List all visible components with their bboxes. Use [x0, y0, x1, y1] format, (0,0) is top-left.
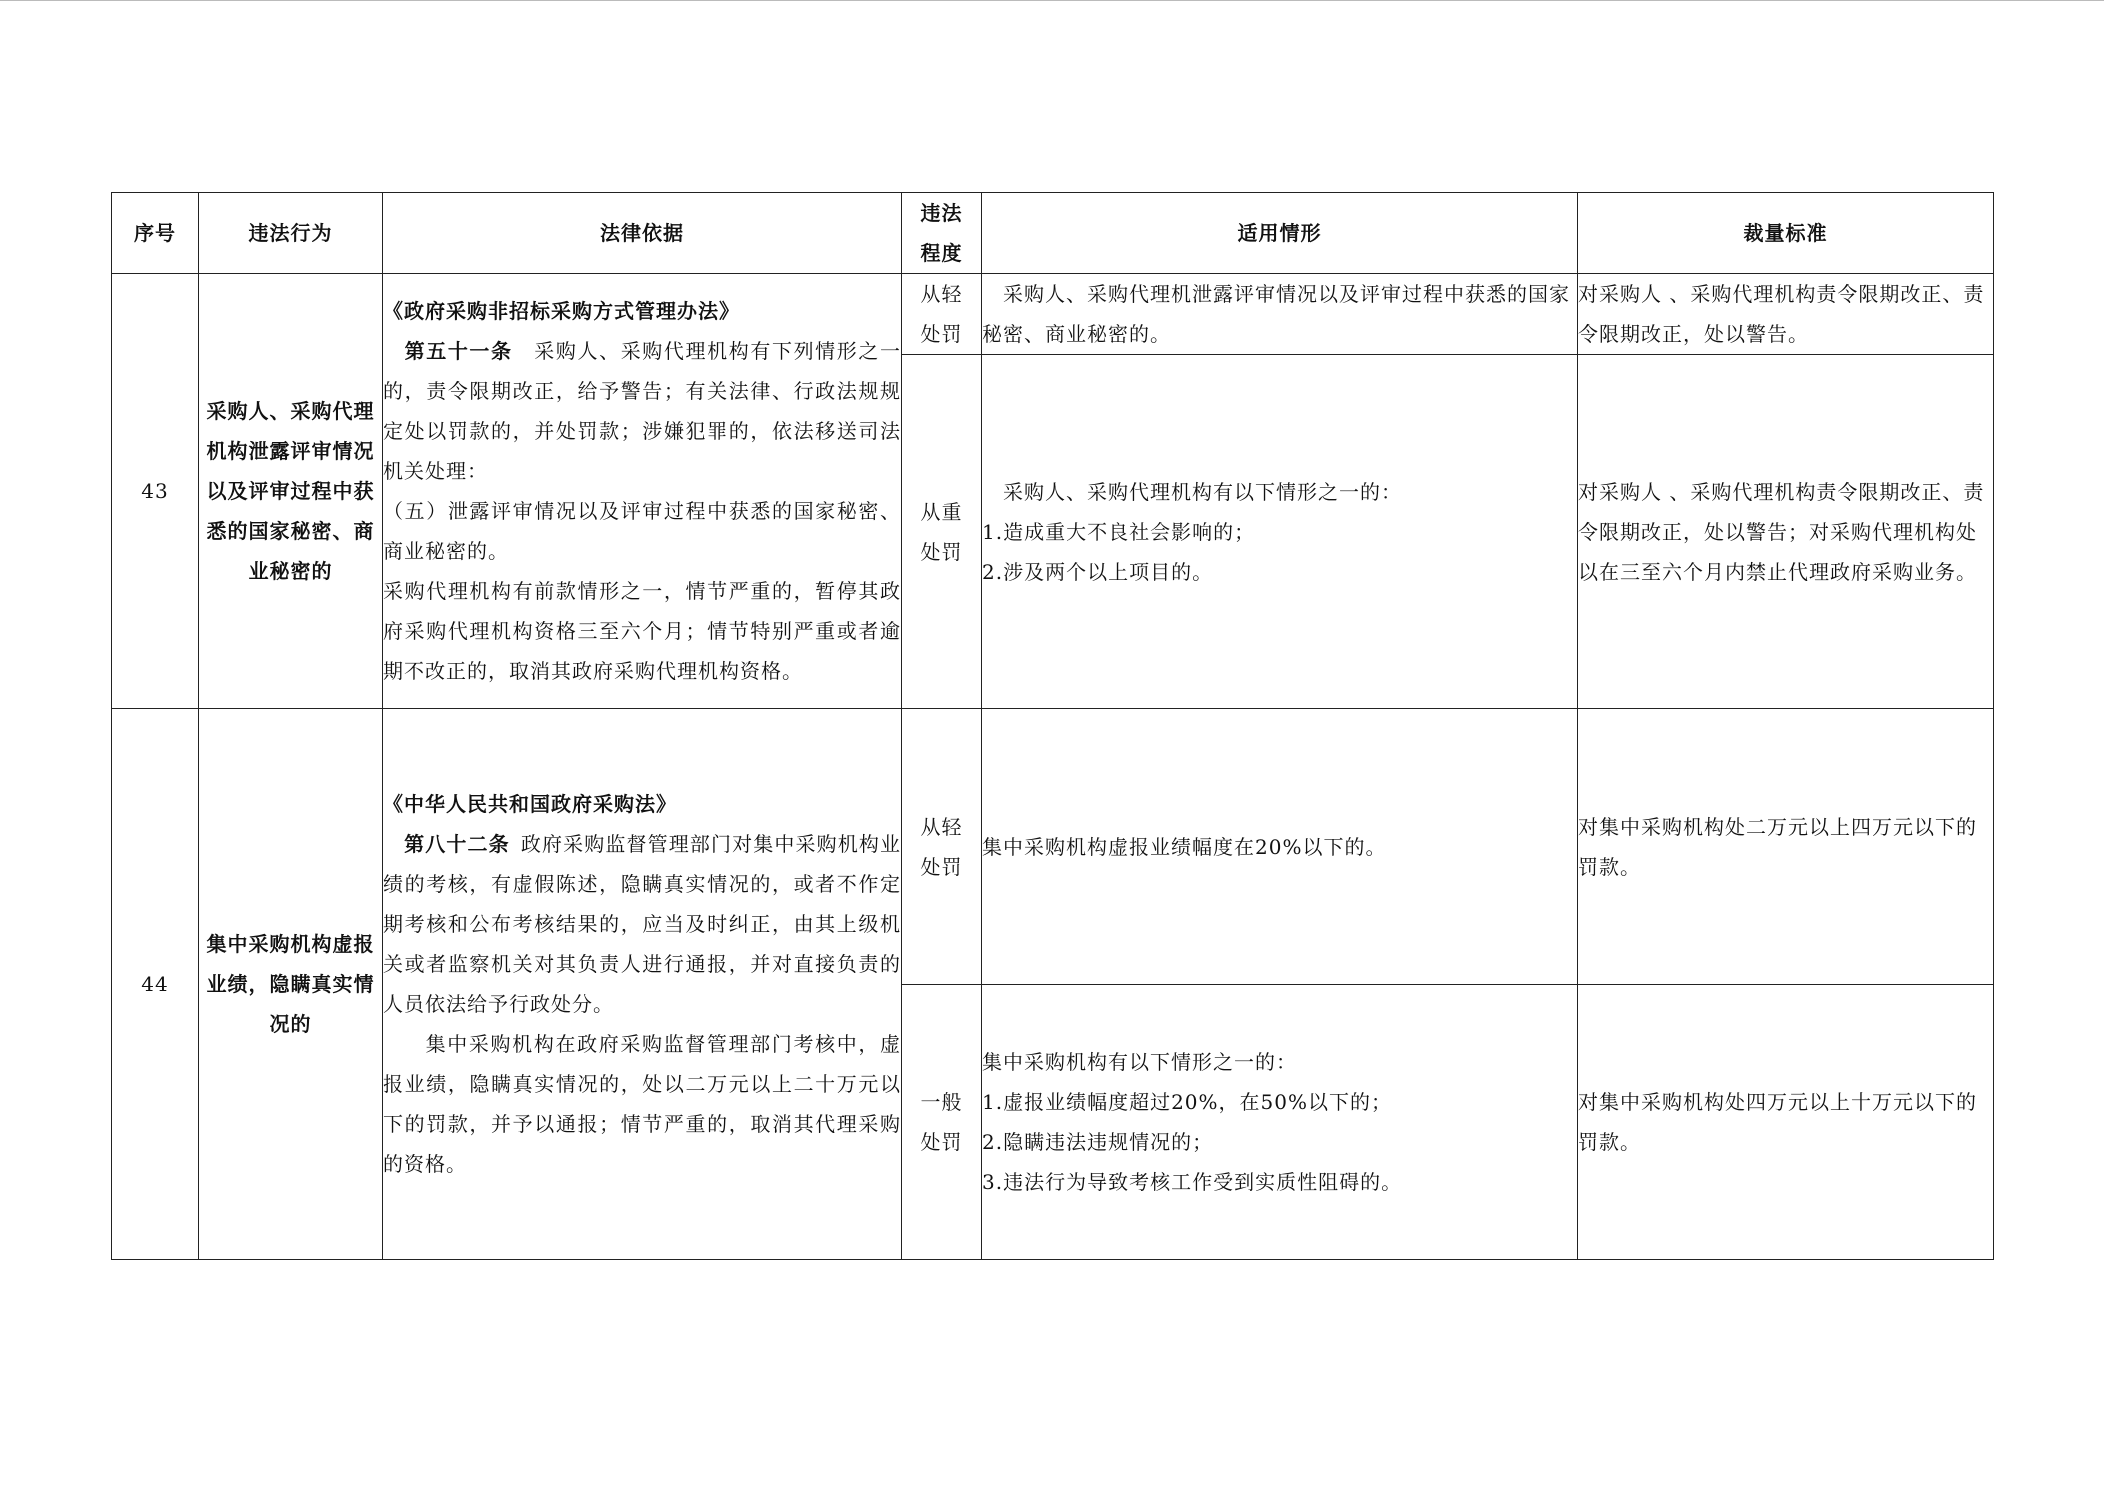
law-article-text: 采购人、采购代理机构有下列情形之一的，责令限期改正，给予警告；有关法律、行政法规规定处以罚款的，并处罚款；涉嫌犯罪的，依法移送司法机关处理：	[383, 339, 902, 483]
row-law	[383, 274, 902, 709]
row-situation	[982, 709, 1578, 985]
row-degree	[902, 355, 982, 709]
situation-line: 集中采购机构有以下情形之一的：	[982, 1050, 1297, 1074]
law-title: 《政府采购非招标采购方式管理办法》	[383, 299, 740, 323]
degree-line1: 一般	[920, 1090, 963, 1114]
law-title: 《中华人民共和国政府采购法》	[383, 792, 677, 816]
law-item: （五）泄露评审情况以及评审过程中获悉的国家秘密、商业秘密的。	[383, 499, 901, 563]
header-standard: 裁量标准	[1578, 193, 1994, 274]
table-row-43-light	[112, 274, 1994, 355]
row-standard: 对采购人 、采购代理机构责令限期改正、责令限期改正，处以警告。	[1578, 274, 1994, 355]
row-degree	[902, 709, 982, 985]
law-article-label: 第五十一条	[404, 339, 513, 363]
situation-line: 1.虚报业绩幅度超过20%，在50%以下的；	[982, 1090, 1392, 1114]
situation-line: 采购人、采购代理机泄露评审情况以及评审过程中获悉的国家秘密、商业秘密的。	[982, 282, 1570, 346]
degree-line1: 从重	[920, 499, 963, 524]
header-degree	[902, 193, 982, 274]
law-article	[383, 824, 901, 1024]
row-standard: 对集中采购机构处二万元以上四万元以下的罚款。	[1578, 709, 1994, 985]
law-extra: 采购代理机构有前款情形之一，情节严重的，暂停其政府采购代理机构资格三至六个月；情节特别严重或者逾期不改正的，取消其政府采购代理机构资格。	[383, 579, 901, 683]
header-degree-line2: 程度	[920, 241, 963, 265]
row-act: 采购人、采购代理机构泄露评审情况以及评审过程中获悉的国家秘密、商业秘密的	[199, 274, 383, 709]
header-seq: 序号	[112, 193, 199, 274]
row-situation	[982, 355, 1578, 709]
row-act: 集中采购机构虚报业绩，隐瞒真实情况的	[199, 709, 383, 1260]
situation-line: 采购人、采购代理机构有以下情形之一的：	[1003, 479, 1402, 504]
page-top-border	[0, 0, 2104, 1]
law-article	[383, 331, 901, 491]
situation-line: 3.违法行为导致考核工作受到实质性阻碍的。	[982, 1170, 1403, 1194]
degree-line2: 处罚	[920, 539, 963, 564]
header-law: 法律依据	[383, 193, 902, 274]
situation-line: 集中采购机构虚报业绩幅度在20%以下的。	[982, 834, 1387, 859]
table-row-44-light	[112, 709, 1994, 985]
row-law	[383, 709, 902, 1260]
degree-line1: 从轻	[920, 282, 963, 306]
law-article-text: 政府采购监督管理部门对集中采购机构业绩的考核，有虚假陈述，隐瞒真实情况的，或者不作定期考核和公布考核结果的，应当及时纠正，由其上级机关或者监察机关对其负责人进行通报，并对直接负责的人员依法给予行政处分。	[383, 832, 901, 1016]
header-row	[112, 193, 1994, 274]
row-degree	[902, 274, 982, 355]
row-situation	[982, 274, 1578, 355]
row-seq: 44	[112, 709, 199, 1260]
row-standard: 对采购人 、采购代理机构责令限期改正、责令限期改正，处以警告；对采购代理机构处以在三至六个月内禁止代理政府采购业务。	[1578, 355, 1994, 709]
header-degree-line1: 违法	[920, 201, 963, 225]
degree-line1: 从轻	[920, 814, 963, 839]
row-situation	[982, 985, 1578, 1260]
row-seq: 43	[112, 274, 199, 709]
law-article-label: 第八十二条	[404, 832, 510, 856]
row-standard: 对集中采购机构处四万元以上十万元以下的罚款。	[1578, 985, 1994, 1260]
degree-line2: 处罚	[920, 322, 963, 346]
degree-line2: 处罚	[920, 1130, 963, 1154]
header-act: 违法行为	[199, 193, 383, 274]
situation-line: 2.隐瞒违法违规情况的；	[982, 1130, 1214, 1154]
penalty-discretion-table	[111, 192, 1994, 1260]
situation-line: 2.涉及两个以上项目的。	[982, 559, 1214, 584]
header-situation: 适用情形	[982, 193, 1578, 274]
degree-line2: 处罚	[920, 854, 963, 879]
law-extra: 集中采购机构在政府采购监督管理部门考核中，虚报业绩，隐瞒真实情况的，处以二万元以上二十万元以下的罚款，并予以通报；情节严重的，取消其代理采购的资格。	[383, 1032, 901, 1176]
row-degree	[902, 985, 982, 1260]
situation-line: 1.造成重大不良社会影响的；	[982, 519, 1256, 544]
